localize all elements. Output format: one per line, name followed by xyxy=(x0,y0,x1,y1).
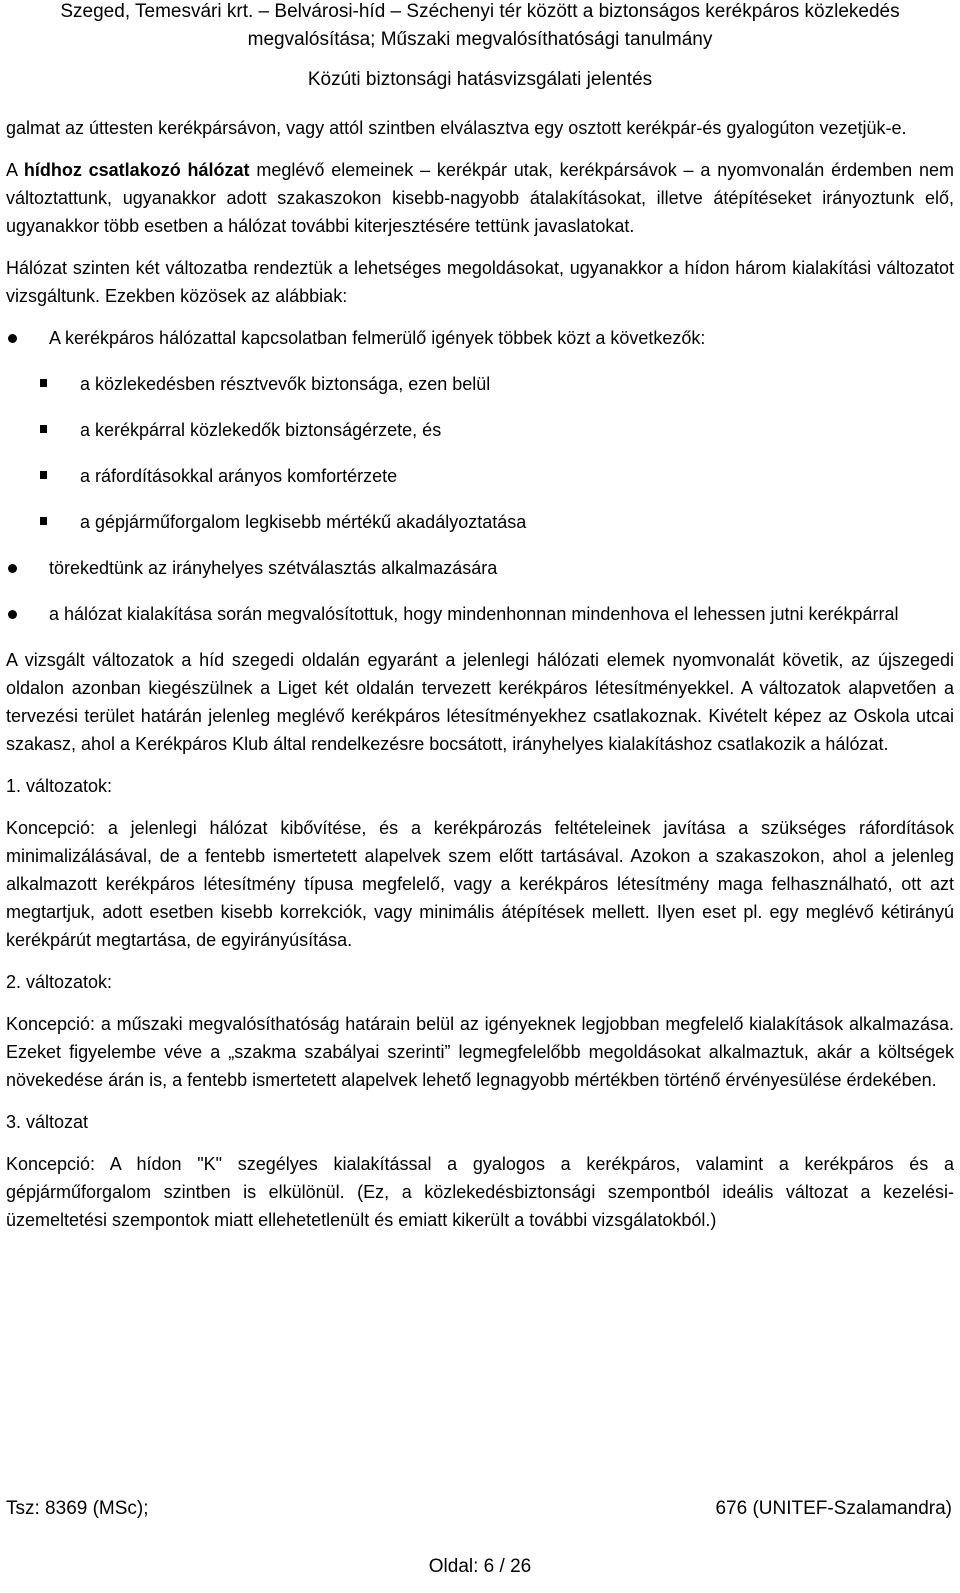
variant-2-text: Koncepció: a műszaki megvalósíthatóság határain belül az igényeknek legjobban megfelelő kialakítások alkalmazása. Ezeket figyelembe véve a „szakma szabályai szerinti” legmegfelelőbb megoldásokat alkalmaztuk, akár a költségek növekedése árán is, a fentebb ismertetett alapelvek lehető legnagyobb mértékben történő érvényesülése érdekében. xyxy=(6,1014,954,1090)
bullet-item xyxy=(6,600,954,628)
paragraph-examined-variants: A vizsgált változatok a híd szegedi oldalán egyaránt a jelenlegi hálózati elemek nyomvonalát követik, az újszegedi oldalon azonban kiegészülnek a Liget két oldalán tervezett kerékpáros létesítményekkel. A változatok alapvetően a tervezési terület határán jelenleg meglévő kerékpáros létesítményekhez csatlakoznak. Kivételt képez az Oskola utcai szakasz, ahol a Kerékpáros Klub által rendelkezésre bocsátott, irányhelyes kialakításhoz csatlakozik a hálózat. xyxy=(6,650,954,754)
footer-left: Tsz: 8369 (MSc); xyxy=(6,1498,149,1519)
sub-list-item xyxy=(6,416,954,444)
variant-1-heading: 1. változatok: xyxy=(6,776,113,796)
paragraph-network-bold: hídhoz csatlakozó hálózat xyxy=(23,160,250,180)
variant-1-text: Koncepció: a jelenlegi hálózat kibővítése, és a kerékpározás feltételeinek javítása a szükséges ráfordítások minimalizálásával, de a fentebb ismertetett alapelvek szem előtt tartásával. Azokon a szakaszokon, ahol a jelenleg alkalmazott kerékpáros létesítmény típusa megfelelő, vagy a kerékpáros létesítmény maga felhasználható, ott azt megtartjuk, adott esetben kisebb korrekciók, vagy minimális átépítések mellett. Ilyen eset pl. egy meglévő kétirányú kerékpárút megtartása, de egyirányúsítása. xyxy=(6,818,954,950)
sub-list-item xyxy=(6,370,954,398)
bullet-text: A kerékpáros hálózattal kapcsolatban felmerülő igények többek közt a következők: xyxy=(49,328,706,348)
bullet-dot-icon xyxy=(8,334,17,343)
variant-2-heading: 2. változatok: xyxy=(6,972,113,992)
variant-3-heading: 3. változat xyxy=(6,1112,89,1132)
sub-list-item xyxy=(6,508,954,536)
header-subtitle: Közúti biztonsági hatásvizsgálati jelentés xyxy=(307,69,653,90)
sub-list-text: a gépjárműforgalom legkisebb mértékű akadályoztatása xyxy=(80,512,527,532)
bullet-item xyxy=(6,324,954,352)
sub-list-text: a közlekedésben résztvevők biztonsága, ezen belül xyxy=(80,374,491,394)
paragraph-network xyxy=(6,156,954,240)
sub-list-text: a ráfordításokkal arányos komfortérzete xyxy=(80,466,398,486)
sub-list-text: a kerékpárral közlekedők biztonságérzete, és xyxy=(80,420,442,440)
bullet-text: a hálózat kialakítása során megvalósítottuk, hogy mindenhonnan mindenhova el lehessen jutni kerékpárral xyxy=(49,604,899,624)
square-bullet-icon xyxy=(40,379,47,387)
sub-list-item xyxy=(6,462,954,490)
paragraph-variants: Hálózat szinten két változatba rendeztük a lehetséges megoldásokat, ugyanakkor a hídon három kialakítási változatot vizsgáltunk. Ezekben közösek az alábbiak: xyxy=(6,258,954,306)
header-title-line-2: megvalósítása; Műszaki megvalósíthatósági tanulmány xyxy=(247,29,713,50)
paragraph-intro: galmat az úttesten kerékpársávon, vagy attól szintben elválasztva egy osztott kerékpár-és gyalogúton vezetjük-e. xyxy=(6,118,907,138)
paragraph-network-rest: meglévő elemeinek – kerékpár utak, kerékpársávok – a nyomvonalán érdemben nem változtattunk, ugyanakkor adott szakaszokon kisebb-nagyobb átalakításokat, illetve átépítéseket irányoztunk elő, ugyanakkor több esetben a hálózat további kiterjesztésére tettünk javaslatokat. xyxy=(6,160,954,236)
bullet-dot-icon xyxy=(8,564,17,573)
square-bullet-icon xyxy=(40,425,47,433)
square-bullet-icon xyxy=(40,517,47,525)
page-number: Oldal: 6 / 26 xyxy=(428,1556,532,1577)
variant-3-text: Koncepció: A hídon "K" szegélyes kialakítással a gyalogos a kerékpáros, valamint a kerékpáros és a gépjárműforgalom szintben is elkülönül. (Ez, a közlekedésbiztonsági szempontból ideális változat a kezelési-üzemeltetési szempontok miatt ellehetetlenült és emiatt kikerült a további vizsgálatokból.) xyxy=(6,1154,954,1230)
document-body xyxy=(6,114,954,1248)
paragraph-network-start: A xyxy=(6,160,24,180)
bullet-item xyxy=(6,554,954,582)
square-bullet-icon xyxy=(40,471,47,479)
footer-right: 676 (UNITEF-Szalamandra) xyxy=(715,1498,952,1519)
bullet-text: törekedtünk az irányhelyes szétválasztás alkalmazására xyxy=(49,558,498,578)
bullet-dot-icon xyxy=(8,610,17,619)
header-title-line-1: Szeged, Temesvári krt. – Belvárosi-híd – Széchenyi tér között a biztonságos kerékpáros közlekedés xyxy=(60,1,900,22)
